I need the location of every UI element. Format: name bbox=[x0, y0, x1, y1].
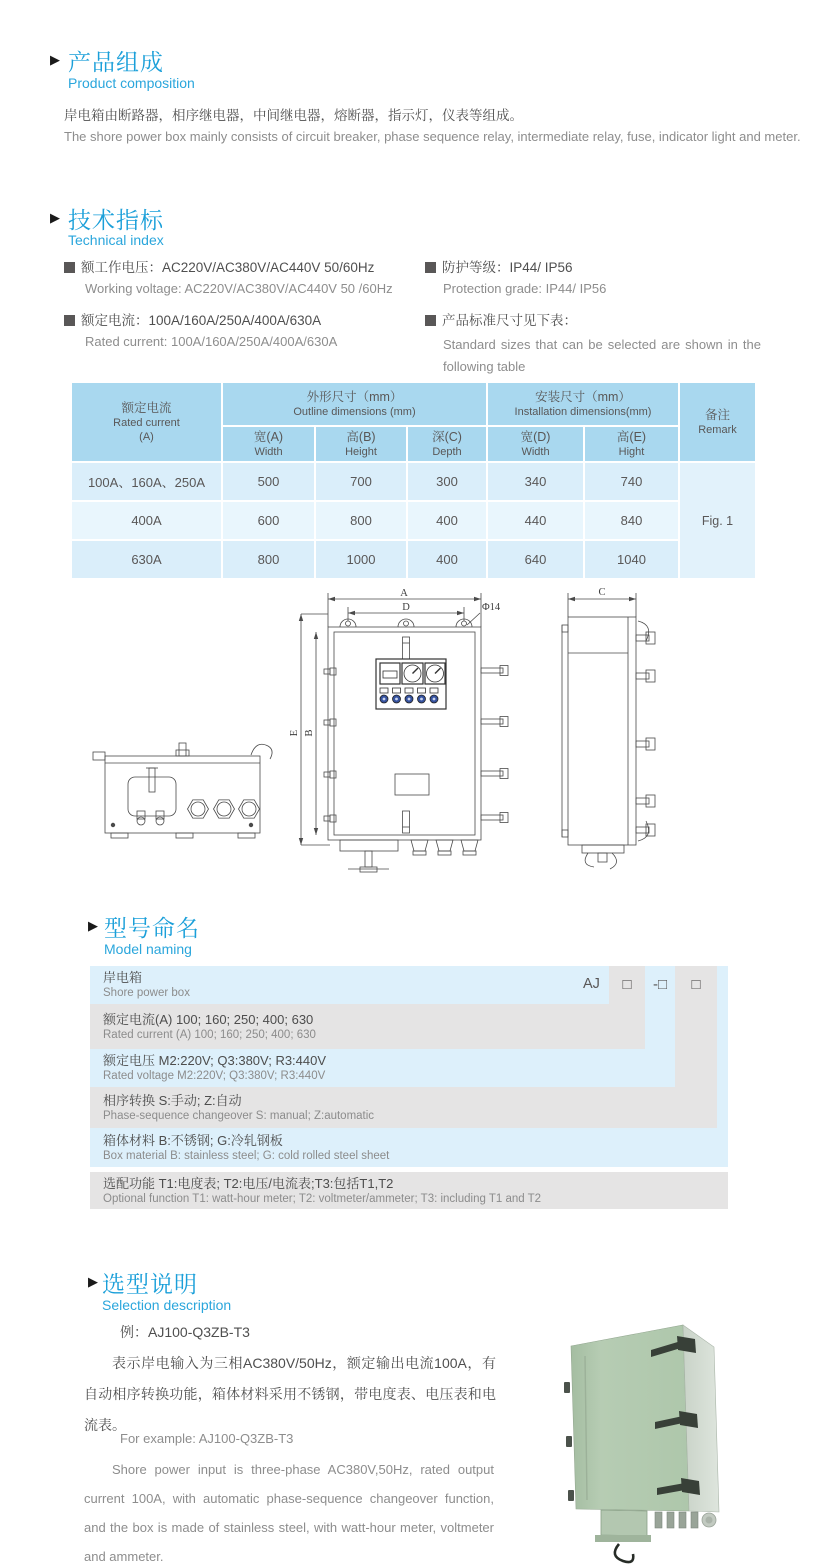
model-code-box-2: -□ bbox=[645, 966, 675, 1087]
cell-current: 400A bbox=[71, 501, 222, 540]
composition-title-en: Product composition bbox=[68, 75, 195, 91]
model-naming-title-en: Model naming bbox=[104, 941, 192, 957]
cell-value: 840 bbox=[584, 501, 679, 540]
spec-standard-sizes: 产品标准尺寸见下表： bbox=[425, 309, 577, 329]
cell-value: 800 bbox=[222, 540, 315, 579]
header-remark: 备注 Remark bbox=[679, 382, 756, 462]
dimensions-table bbox=[70, 381, 757, 580]
header-height-e: 高(E) Hight bbox=[584, 426, 679, 462]
spec-working-voltage-en: Working voltage: AC220V/AC380V/AC440V 50 /60Hz bbox=[85, 281, 393, 296]
selection-example-zh: 例：AJ100-Q3ZB-T3 bbox=[120, 1324, 250, 1340]
table-row bbox=[71, 540, 756, 579]
model-code-box-1: □ bbox=[609, 966, 645, 1049]
cell-value: 800 bbox=[315, 501, 407, 540]
section-arrow-icon: ▶ bbox=[88, 1274, 98, 1289]
model-row-phase-changeover: 相序转换 S:手动; Z:自动 Phase-sequence changeover S: manual; Z:automatic bbox=[90, 1087, 717, 1128]
composition-title-zh: 产品组成 bbox=[68, 49, 164, 75]
square-bullet-icon bbox=[64, 262, 75, 273]
composition-body-zh: 岸电箱由断路器，相序继电器，中间继电器，熔断器，指示灯，仪表等组成。 bbox=[64, 108, 523, 123]
cell-remark: Fig. 1 bbox=[679, 462, 756, 579]
model-naming-title-zh: 型号命名 bbox=[104, 915, 200, 941]
cell-current: 630A bbox=[71, 540, 222, 579]
spec-rated-current-en: Rated current: 100A/160A/250A/400A/630A bbox=[85, 334, 338, 349]
dim-label-a: A bbox=[400, 588, 408, 599]
header-width-a: 宽(A) Width bbox=[222, 426, 315, 462]
technical-title-zh: 技术指标 bbox=[68, 207, 164, 233]
model-row-shore-power-box: 岸电箱 Shore power box bbox=[90, 966, 609, 1004]
section-arrow-icon: ▶ bbox=[50, 52, 60, 67]
cell-value: 400 bbox=[407, 501, 487, 540]
selection-paragraph-zh: 表示岸电输入为三相AC380V/50Hz，额定输出电流100A，有自动相序转换功能，箱体材料采用不锈钢，带电度表、电压表和电流表。 bbox=[84, 1355, 496, 1433]
header-depth-c: 深(C) Depth bbox=[407, 426, 487, 462]
square-bullet-icon bbox=[425, 262, 436, 273]
model-code-box-3: □ bbox=[675, 966, 717, 1128]
cell-value: 640 bbox=[487, 540, 584, 579]
bottom-view-drawing bbox=[78, 713, 298, 861]
selection-example-en: For example: AJ100-Q3ZB-T3 bbox=[120, 1431, 294, 1446]
spec-protection-en: Protection grade: IP44/ IP56 bbox=[443, 281, 607, 296]
cell-value: 740 bbox=[584, 462, 679, 501]
model-code-strip bbox=[717, 966, 728, 1167]
cell-current: 100A、160A、250A bbox=[71, 462, 222, 501]
selection-paragraph-en: Shore power input is three-phase AC380V,50Hz, rated output current 100A, with automatic phase-sequence changeover function, and the box is made of stainless steel, with watt-hour meter, voltmeter and ammeter. bbox=[84, 1462, 494, 1564]
cell-value: 500 bbox=[222, 462, 315, 501]
technical-title-en: Technical index bbox=[68, 232, 164, 248]
bottom-fittings bbox=[595, 1510, 716, 1562]
section-arrow-icon: ▶ bbox=[50, 210, 60, 225]
cell-value: 340 bbox=[487, 462, 584, 501]
spec-working-voltage: 额工作电压：AC220V/AC380V/AC440V 50/60Hz bbox=[64, 256, 374, 276]
square-bullet-icon bbox=[64, 315, 75, 326]
square-bullet-icon bbox=[425, 315, 436, 326]
selection-title-en: Selection description bbox=[102, 1297, 232, 1313]
header-outline: 外形尺寸（mm） Outline dimensions (mm) bbox=[222, 382, 487, 426]
spec-protection: 防护等级：IP44/ IP56 bbox=[425, 256, 573, 276]
header-height-b: 高(B) Height bbox=[315, 426, 407, 462]
enclosure-front-face bbox=[571, 1325, 689, 1511]
header-installation: 安装尺寸（mm） Installation dimensions(mm) bbox=[487, 382, 679, 426]
spec-standard-sizes-en: Standard sizes that can be selected are shown in the following table bbox=[443, 337, 761, 374]
cell-value: 600 bbox=[222, 501, 315, 540]
product-photo bbox=[543, 1298, 811, 1566]
indicator-lights bbox=[380, 688, 438, 703]
model-row-box-material: 箱体材料 B:不锈钢; G:冷轧钢板 Box material B: stainless steel; G: cold rolled steel sheet bbox=[90, 1128, 728, 1167]
dimension-arrows bbox=[299, 597, 481, 845]
cell-value: 400 bbox=[407, 540, 487, 579]
cell-value: 1040 bbox=[584, 540, 679, 579]
dim-label-e: E bbox=[289, 729, 300, 737]
front-view-drawing bbox=[288, 583, 520, 883]
model-row-rated-voltage: 额定电压 M2:220V; Q3:380V; R3:440V Rated voltage M2:220V; Q3:380V; R3:440V bbox=[90, 1049, 675, 1087]
cell-value: 700 bbox=[315, 462, 407, 501]
model-row-optional-function: 选配功能 T1:电度表; T2:电压/电流表;T3:包括T1,T2 Optional function T1: watt-hour meter; T2: voltmeter/ammeter; T3: including T1 and T2 bbox=[90, 1172, 728, 1209]
header-rated-current: 额定电流 Rated current (A) bbox=[71, 382, 222, 462]
header-width-d: 宽(D) Width bbox=[487, 426, 584, 462]
cell-value: 1000 bbox=[315, 540, 407, 579]
cell-value: 300 bbox=[407, 462, 487, 501]
dim-label-b: B bbox=[304, 729, 315, 737]
hole-label: Φ14 bbox=[482, 602, 501, 613]
composition-body-en: The shore power box mainly consists of circuit breaker, phase sequence relay, intermediate relay, fuse, indicator light and meter. bbox=[64, 129, 801, 144]
dim-label-d: D bbox=[402, 602, 410, 613]
side-view-drawing bbox=[548, 583, 678, 883]
table-row bbox=[71, 501, 756, 540]
model-row-rated-current: 额定电流(A) 100; 160; 250; 400; 630 Rated current (A) 100; 160; 250; 400; 630 bbox=[90, 1004, 645, 1049]
selection-title-zh: 选型说明 bbox=[102, 1271, 198, 1297]
section-arrow-icon: ▶ bbox=[88, 918, 98, 933]
spec-rated-current: 额定电流：100A/160A/250A/400A/630A bbox=[64, 309, 321, 329]
dim-label-c: C bbox=[598, 587, 606, 598]
model-code-prefix: AJ bbox=[583, 976, 600, 992]
cell-value: 440 bbox=[487, 501, 584, 540]
table-row bbox=[71, 462, 756, 501]
